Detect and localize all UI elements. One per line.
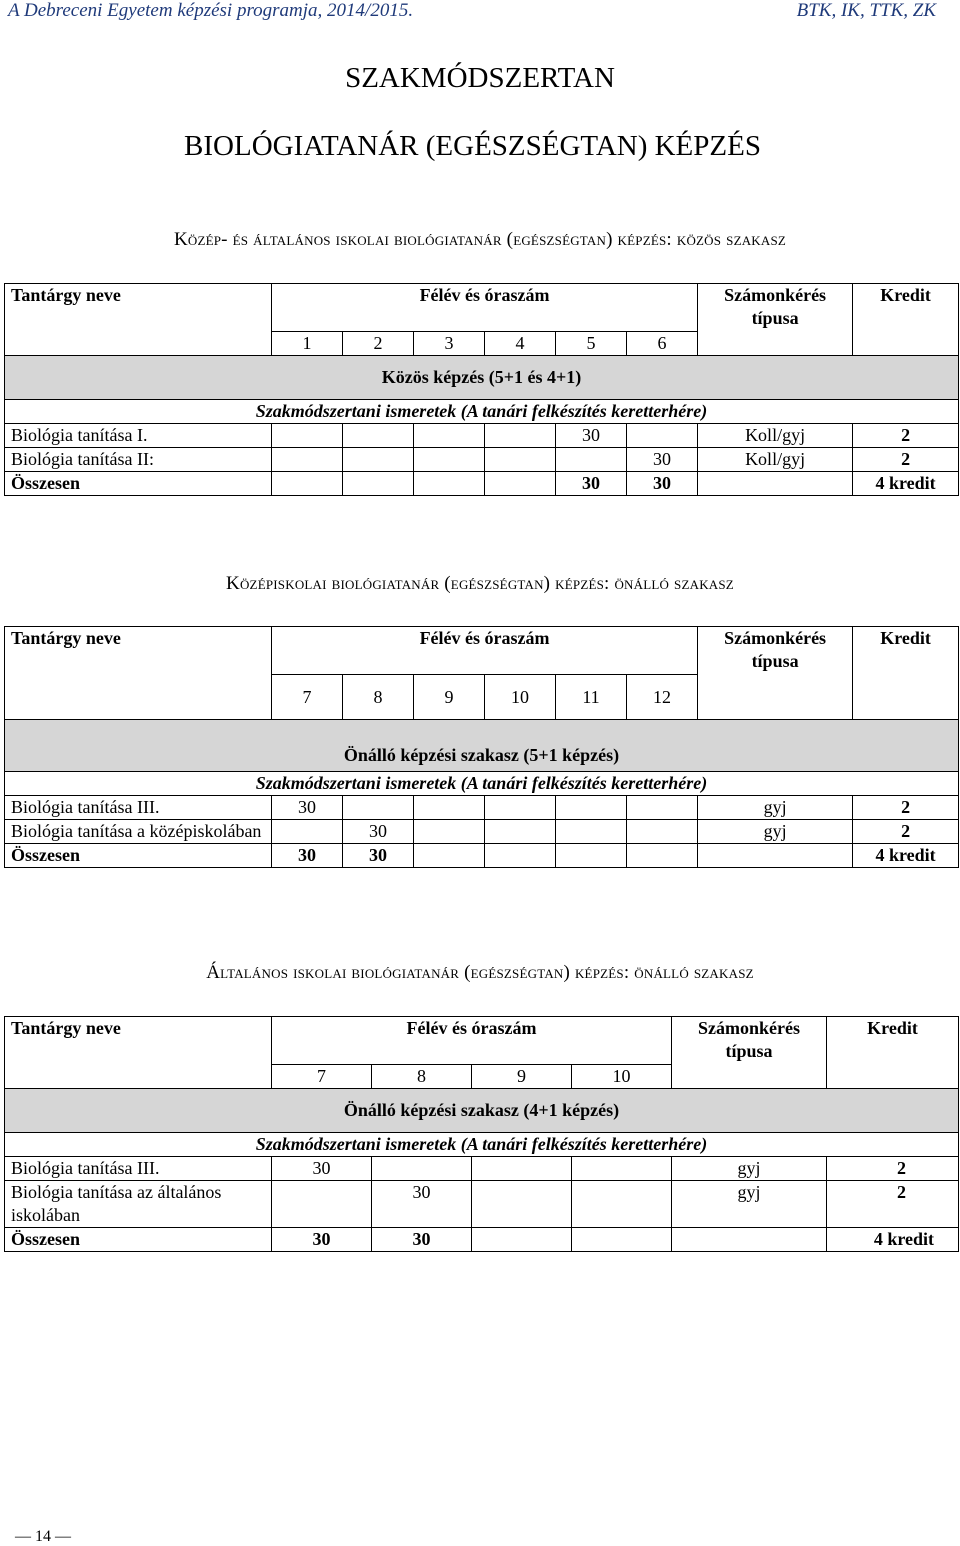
exam-cell: Koll/gyj (698, 424, 853, 448)
hours-cell (556, 796, 627, 820)
page-number: — 14 — (15, 1528, 71, 1545)
exam-cell: gyj (698, 796, 853, 820)
hours-cell (343, 448, 414, 472)
credit-cell: 2 (853, 448, 959, 472)
band-row: Önálló képzési szakasz (5+1 képzés) (5, 720, 959, 772)
hours-cell (485, 844, 556, 868)
hours-cell (627, 796, 698, 820)
hours-cell: 30 (272, 796, 343, 820)
hours-cell (472, 1157, 572, 1181)
semester-number: 9 (472, 1065, 572, 1089)
band-row: Önálló képzési szakasz (4+1 képzés) (5, 1089, 959, 1133)
table-row (5, 820, 959, 844)
table-secondary (4, 626, 959, 868)
col-semester: Félév és óraszám (272, 627, 698, 675)
hours-cell (627, 820, 698, 844)
hours-cell (485, 424, 556, 448)
total-label: Összesen (5, 1228, 272, 1252)
hours-cell (372, 1157, 472, 1181)
col-subject: Tantárgy neve (5, 284, 272, 356)
hours-cell (414, 472, 485, 496)
total-credit: 4 kredit (853, 844, 959, 868)
hours-cell (414, 820, 485, 844)
total-row (5, 472, 959, 496)
semester-number: 5 (556, 332, 627, 356)
hours-cell (472, 1181, 572, 1228)
semester-number: 8 (343, 675, 414, 720)
semester-number: 12 (627, 675, 698, 720)
subject-name: Biológia tanítása I. (5, 424, 272, 448)
table-primary (4, 1016, 959, 1252)
total-credit: 4 kredit (853, 472, 959, 496)
hours-cell (272, 424, 343, 448)
hours-cell: 30 (272, 1228, 372, 1252)
col-semester: Félév és óraszám (272, 284, 698, 332)
subsection-row: Szakmódszertani ismeretek (A tanári felkészítés keretterhére) (5, 772, 959, 796)
section-heading-common: Közép- és általános iskolai biológiatanár (egészségtan) képzés: közös szakasz (173, 229, 787, 250)
hours-cell: 30 (372, 1228, 472, 1252)
semester-number: 8 (372, 1065, 472, 1089)
semester-number: 6 (627, 332, 698, 356)
col-exam: Számonkérés típusa (698, 627, 853, 720)
total-label: Összesen (5, 472, 272, 496)
hours-cell (556, 820, 627, 844)
section-heading-secondary: Középiskolai biológiatanár (egészségtan) képzés: önálló szakasz (226, 573, 734, 594)
col-credit: Kredit (827, 1017, 959, 1089)
hours-cell: 30 (272, 844, 343, 868)
total-row (5, 1228, 959, 1252)
hours-cell (414, 448, 485, 472)
exam-cell: gyj (672, 1181, 827, 1228)
hours-cell: 30 (372, 1181, 472, 1228)
hours-cell (627, 424, 698, 448)
col-credit: Kredit (853, 627, 959, 720)
hours-cell: 30 (343, 820, 414, 844)
exam-cell (698, 844, 853, 868)
hours-cell (272, 820, 343, 844)
exam-cell (672, 1228, 827, 1252)
subsection-row: Szakmódszertani ismeretek (A tanári felkészítés keretterhére) (5, 1133, 959, 1157)
hours-cell (343, 472, 414, 496)
hours-cell: 30 (556, 424, 627, 448)
hours-cell (343, 796, 414, 820)
table-row (5, 448, 959, 472)
semester-number: 10 (485, 675, 556, 720)
col-exam: Számonkérés típusa (672, 1017, 827, 1089)
semester-number: 10 (572, 1065, 672, 1089)
subject-name: Biológia tanítása III. (5, 1157, 272, 1181)
col-semester: Félév és óraszám (272, 1017, 672, 1065)
page-title: SZAKMÓDSZERTAN (345, 62, 615, 94)
table-row (5, 1157, 959, 1181)
hours-cell (472, 1228, 572, 1252)
hours-cell (414, 796, 485, 820)
band-row: Közös képzés (5+1 és 4+1) (5, 356, 959, 400)
hours-cell: 30 (627, 472, 698, 496)
hours-cell (343, 424, 414, 448)
semester-number: 1 (272, 332, 343, 356)
hours-cell (556, 448, 627, 472)
exam-cell: gyj (672, 1157, 827, 1181)
total-label: Összesen (5, 844, 272, 868)
hours-cell (272, 1181, 372, 1228)
credit-cell: 2 (853, 796, 959, 820)
total-credit: 4 kredit (827, 1228, 959, 1252)
section-heading-primary: Általános iskolai biológiatanár (egészségtan) képzés: önálló szakasz (206, 962, 754, 983)
header-right: BTK, IK, TTK, ZK (796, 0, 936, 21)
semester-number: 7 (272, 675, 343, 720)
semester-number: 9 (414, 675, 485, 720)
subsection-row: Szakmódszertani ismeretek (A tanári felkészítés keretterhére) (5, 400, 959, 424)
table-row (5, 1181, 959, 1228)
hours-cell (485, 448, 556, 472)
running-header (0, 0, 960, 22)
col-credit: Kredit (853, 284, 959, 356)
page-number-value: 14 (35, 1528, 51, 1545)
hours-cell: 30 (272, 1157, 372, 1181)
credit-cell: 2 (827, 1157, 959, 1181)
hours-cell (485, 472, 556, 496)
hours-cell (485, 796, 556, 820)
subject-name: Biológia tanítása az általános iskolában (5, 1181, 272, 1228)
col-subject: Tantárgy neve (5, 1017, 272, 1089)
hours-cell (485, 820, 556, 844)
exam-cell: Koll/gyj (698, 448, 853, 472)
hours-cell (572, 1228, 672, 1252)
page-subtitle: BIOLÓGIATANÁR (EGÉSZSÉGTAN) KÉPZÉS (184, 130, 761, 162)
hours-cell (272, 472, 343, 496)
semester-number: 7 (272, 1065, 372, 1089)
credit-cell: 2 (853, 424, 959, 448)
semester-number: 4 (485, 332, 556, 356)
subject-name: Biológia tanítása II: (5, 448, 272, 472)
hours-cell (414, 844, 485, 868)
header-left: A Debreceni Egyetem képzési programja, 2014/2015. (8, 0, 414, 21)
col-exam: Számonkérés típusa (698, 284, 853, 356)
subject-name: Biológia tanítása III. (5, 796, 272, 820)
exam-cell: gyj (698, 820, 853, 844)
hours-cell (572, 1157, 672, 1181)
hours-cell (272, 448, 343, 472)
table-row (5, 424, 959, 448)
credit-cell: 2 (853, 820, 959, 844)
hours-cell: 30 (343, 844, 414, 868)
hours-cell (627, 844, 698, 868)
table-row (5, 796, 959, 820)
semester-number: 2 (343, 332, 414, 356)
hours-cell (572, 1181, 672, 1228)
hours-cell: 30 (556, 472, 627, 496)
subject-name: Biológia tanítása a középiskolában (5, 820, 272, 844)
table-common (4, 283, 959, 496)
exam-cell (698, 472, 853, 496)
hours-cell: 30 (627, 448, 698, 472)
hours-cell (556, 844, 627, 868)
hours-cell (414, 424, 485, 448)
total-row (5, 844, 959, 868)
col-subject: Tantárgy neve (5, 627, 272, 720)
semester-number: 11 (556, 675, 627, 720)
semester-number: 3 (414, 332, 485, 356)
credit-cell: 2 (827, 1181, 959, 1228)
